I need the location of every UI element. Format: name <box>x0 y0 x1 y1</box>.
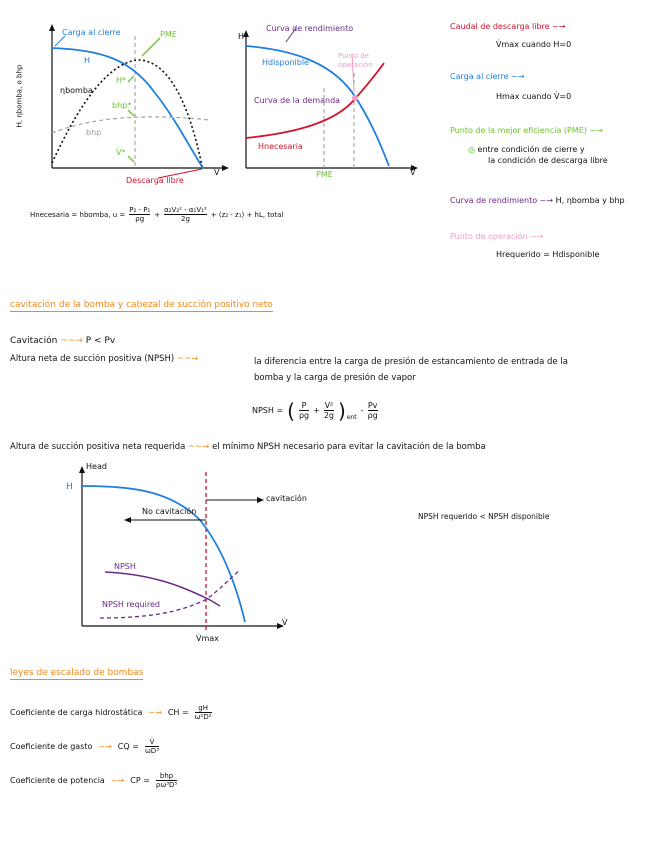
chart1-xlabel: V̇ <box>214 168 220 177</box>
note-rend-title: Curva de rendimiento ~→ H, ηbomba y bhp <box>450 196 625 205</box>
chart3-xlabel: V̇ <box>282 618 288 627</box>
label-punto-operacion: Punto de operación <box>338 52 373 69</box>
label-h-disponible: Hdisponible <box>262 58 309 67</box>
label-h-chart1: H <box>84 56 91 65</box>
label-descarga-libre: Descarga libre <box>126 176 184 185</box>
circle-bullet-icon: ◎ <box>468 145 475 154</box>
label-bhp: bhp <box>86 128 102 137</box>
note-carga-eq: Hmax cuando V̇=0 <box>496 92 572 101</box>
npsh-line: Altura neta de succión positiva (NPSH) ~~→ <box>10 354 199 364</box>
label-curva-rendimiento: Curva de rendimiento <box>266 24 354 33</box>
npsh-equation: NPSH = ( P ρg + $\frac{\text{V²}}{2g}$ ) ent - Pv ρg <box>252 398 378 423</box>
note-caudal-title: Caudal de descarga libre ~→ <box>450 22 566 31</box>
cavitation-line: Cavitación ~~→ P < Pv <box>10 336 116 346</box>
chart2-ylabel: H <box>238 32 245 41</box>
label-carga-cierre: Carga al cierre <box>62 28 121 37</box>
section-heading-scaling: leyes de escalado de bombas <box>10 668 144 678</box>
note-pme-desc: ◎ entre condición de cierre y la condición de descarga libre <box>468 145 608 165</box>
npsh-condition: NPSH requerido < NPSH disponible <box>418 512 550 521</box>
scaling-item-flow: Coeficiente de gasto ~→ CQ = $\frac{V̇}{\text{ωD³}}$ <box>10 738 159 755</box>
npsh-desc: la diferencia entre la carga de presión de estancamiento de entrada de la bomba y la carga de presión de vapor <box>254 357 568 383</box>
npsh-required-curve <box>100 570 240 618</box>
label-no-cavitacion: No cavitación <box>142 507 197 516</box>
note-carga-title: Carga al cierre ~→ <box>450 72 525 81</box>
chart3-ylabel: Head <box>86 462 107 471</box>
npsh-required-line: Altura de succión positiva neta requerida ~~→ el mínimo NPSH necesario para evitar la cavitación de la bomba <box>10 442 486 452</box>
note-oper-title: Punto de operación ~→ <box>450 232 544 241</box>
note-oper-eq: Hrequerido = Hdisponible <box>496 250 600 259</box>
bhp-curve <box>52 117 210 133</box>
label-npsh-required: NPSH required <box>102 600 160 609</box>
section-heading-cavitation: cavitación de la bomba y cabezal de succión positivo neto <box>10 300 273 310</box>
chart1-ylabel: H, ηbomba, o bhp <box>15 64 24 128</box>
label-eta-bomba: ηbomba <box>60 86 93 95</box>
chart2-xlabel: V̇ <box>410 168 416 177</box>
label-v-star: V̇* <box>116 148 126 157</box>
label-curva-demanda: Curva de la demanda <box>254 96 341 105</box>
label-npsh: NPSH <box>114 562 136 571</box>
label-vmax: V̇max <box>196 634 219 643</box>
label-pme-chart2: PME <box>316 170 333 179</box>
npsh-chart <box>70 460 300 650</box>
note-caudal-eq: V̇max cuando H=0 <box>496 40 572 49</box>
label-pme-chart1: PME <box>160 30 177 39</box>
scaling-item-power: Coeficiente de potencia ~→ CP = bhp ρω³D⁵ <box>10 772 178 789</box>
label-cavitacion: cavitación <box>266 494 307 503</box>
chart3-h: H <box>66 482 73 492</box>
label-h-necesaria: Hnecesaria <box>258 142 303 151</box>
note-pme-title: Punto de la mejor eficiencia (PME) ~→ <box>450 126 603 135</box>
operating-point <box>352 95 358 101</box>
energy-equation: Hnecesaria = hbomba, u = $\frac{\text{P₂ - P₁}}{\rho g}$ + $\frac{\text{α₂V₂² - α₁V₁²}}{2g}$ + (z₂ - z₁) + hL, total <box>30 206 284 223</box>
efficiency-curve <box>52 60 202 166</box>
label-bhp-star: bhp* <box>112 101 132 110</box>
scaling-item-head: Coeficiente de carga hidrostática ~→ CH = $\frac{gH}{\text{ω²D²}}$ <box>10 704 212 721</box>
label-h-star: H* <box>116 76 127 85</box>
